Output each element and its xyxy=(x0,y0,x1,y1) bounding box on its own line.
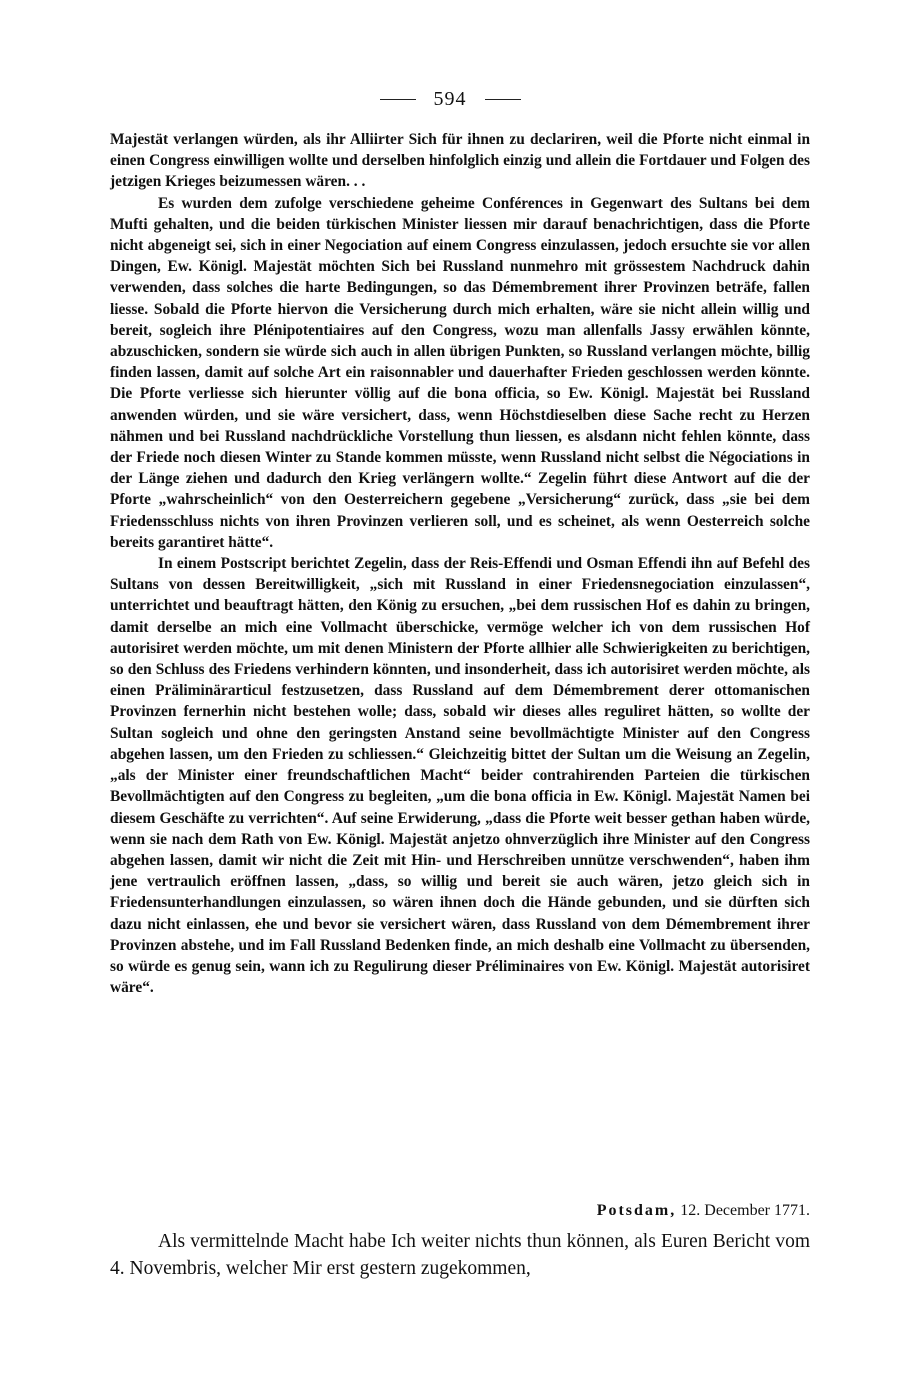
dateline-date: 12. December 1771. xyxy=(680,1202,810,1219)
body-text xyxy=(110,129,810,998)
header-rule-left xyxy=(380,99,416,100)
page-header xyxy=(0,88,900,111)
paragraph-conferences: Es wurden dem zufolge verschiedene geheime Conférences in Gegenwart des Sultans bei dem Mufti gehalten, und die beiden türkischen Minister liessen mir darauf benachrichtigen, dass die Pforte nicht abgeneigt sei, sich in einer Negociation auf einem Congress einzulassen, jedoch ersuchte sie vor allen Dingen, Ew. Königl. Majestät möchten Sich bei Russland nunmehro mit grössestem Nachdruck dahin verwenden, dass solches die harte Bedingungen, so das Démembrement ihrer Provinzen beträfe, fallen liesse. Sobald die Pforte hiervon die Versicherung durch mich erhalten, wäre sie nicht allein willig und bereit, sogleich ihre Plénipotentiaires auf den Congress, wozu man allenfalls Jassy erwählen könnte, abzuschicken, sondern sie würde sich auch in allen übrigen Punkten, so Russland verlangen möchte, billig finden lassen, damit auf solche Art ein raisonnabler und dauerhafter Frieden geschlossen werden könnte. Die Pforte verliesse sich hierunter völlig auf die bona officia, so Ew. Königl. Majestät bei Russland anwenden würden, und sie wäre versichert, dass, wenn Höchstdieselben diese Sache recht zu Herzen nähmen und bei Russland nachdrückliche Vorstellung thun liessen, es alsdann nicht fehlen könnte, dass der Friede noch diesen Winter zu Stande kommen müsste, wenn Russland nicht selbst die Négociations in der Länge ziehen und dadurch den Krieg verlängern wollte.“ Zegelin führt diese Antwort auf die der Pforte „wahrscheinlich“ von den Oesterreichern gegebene „Versicherung“ zurück, dass „sie bei dem Friedensschluss nichts von ihren Provinzen verlieren soll, und es scheinet, als wenn Oesterreich solche bereits garantiret hätte“. xyxy=(110,194,810,551)
dateline-place: Potsdam, xyxy=(596,1202,677,1219)
paragraph-continuation: Majestät verlangen würden, als ihr Alliirter Sich für ihnen zu declariren, weil die Pforte nicht einmal in einen Congress einwilligen wollte und derselben hinfolglich einzig und allein die Fortdauer und Folgen des jetzigen Krieges beizumessen wären. . . xyxy=(110,131,810,191)
page-number: 594 xyxy=(433,88,467,110)
letter-paragraph: Als vermittelnde Macht habe Ich weiter nichts thun können, als Euren Bericht vom 4. Novembris, welcher Mir erst gestern zugekommen, xyxy=(110,1231,810,1279)
header-rule-right xyxy=(485,99,521,100)
dateline xyxy=(110,1202,810,1220)
paragraph-postscript: In einem Postscript berichtet Zegelin, dass der Reis-Effendi und Osman Effendi ihn auf Befehl des Sultans von dessen Bereitwilligkeit, „sich mit Russland in einer Friedensnegociation einzulassen“, unterrichtet und beauftragt hätten, den König zu ersuchen, „bei dem russischen Hof es dahin zu bringen, damit derselbe an mich eine Vollmacht überschicke, vermöge welcher ich von dem russischen Hof autorisiret werden möchte, um mit denen Ministern der Pforte allhier alle Schwierigkeiten zu berichtigen, so den Schluss des Friedens verhindern könnten, und insonderheit, dass ich autorisiret werden möchte, als einen Präliminärarticul festzusetzen, dass Russland auf dem Démembrement derer ottomanischen Provinzen fernerhin nicht bestehen wolle; dass, sobald wir dieses alles reguliret hätten, so wollte der Sultan sogleich und ohne den geringsten Anstand seine bevollmächtigte Minister auf den Congress abgehen lassen, um den Frieden zu schliessen.“ Gleichzeitig bittet der Sultan um die Weisung an Zegelin, „als der Minister einer freundschaftlichen Macht“ beider contrahirenden Parteien die türkischen Bevollmächtigten auf den Congress zu begleiten, „um die bona officia in Ew. Königl. Majestät Namen bei diesem Geschäfte zu verrichten“. Auf seine Erwiderung, „dass die Pforte weit besser gethan haben würde, wenn sie nach dem Rath von Ew. Königl. Majestät anjetzo ohnverzüglich ihre Minister auf den Congress abgehen lassen, damit wir nicht die Zeit mit Hin- und Herschreiben unnütze verschwenden“, haben ihm jene vertraulich eröffnen lassen, „dass, so willig und bereit sie auch wären, jetzo gleich sich in Friedensunterhandlungen einzulassen, so wären ihnen doch die Hände gebunden, und sie dürften sich dazu nicht einlassen, ehe und bevor sie versichert wären, dass Russland von dem Démembrement ihrer Provinzen abstehe, und im Fall Russland Bedenken finde, an mich deshalb eine Vollmacht zu übersenden, so würde es genug sein, wann ich zu Regulirung dieser Préliminaires von Ew. Königl. Majestät autorisiret wäre“. xyxy=(110,555,810,997)
letter-text xyxy=(110,1228,810,1282)
